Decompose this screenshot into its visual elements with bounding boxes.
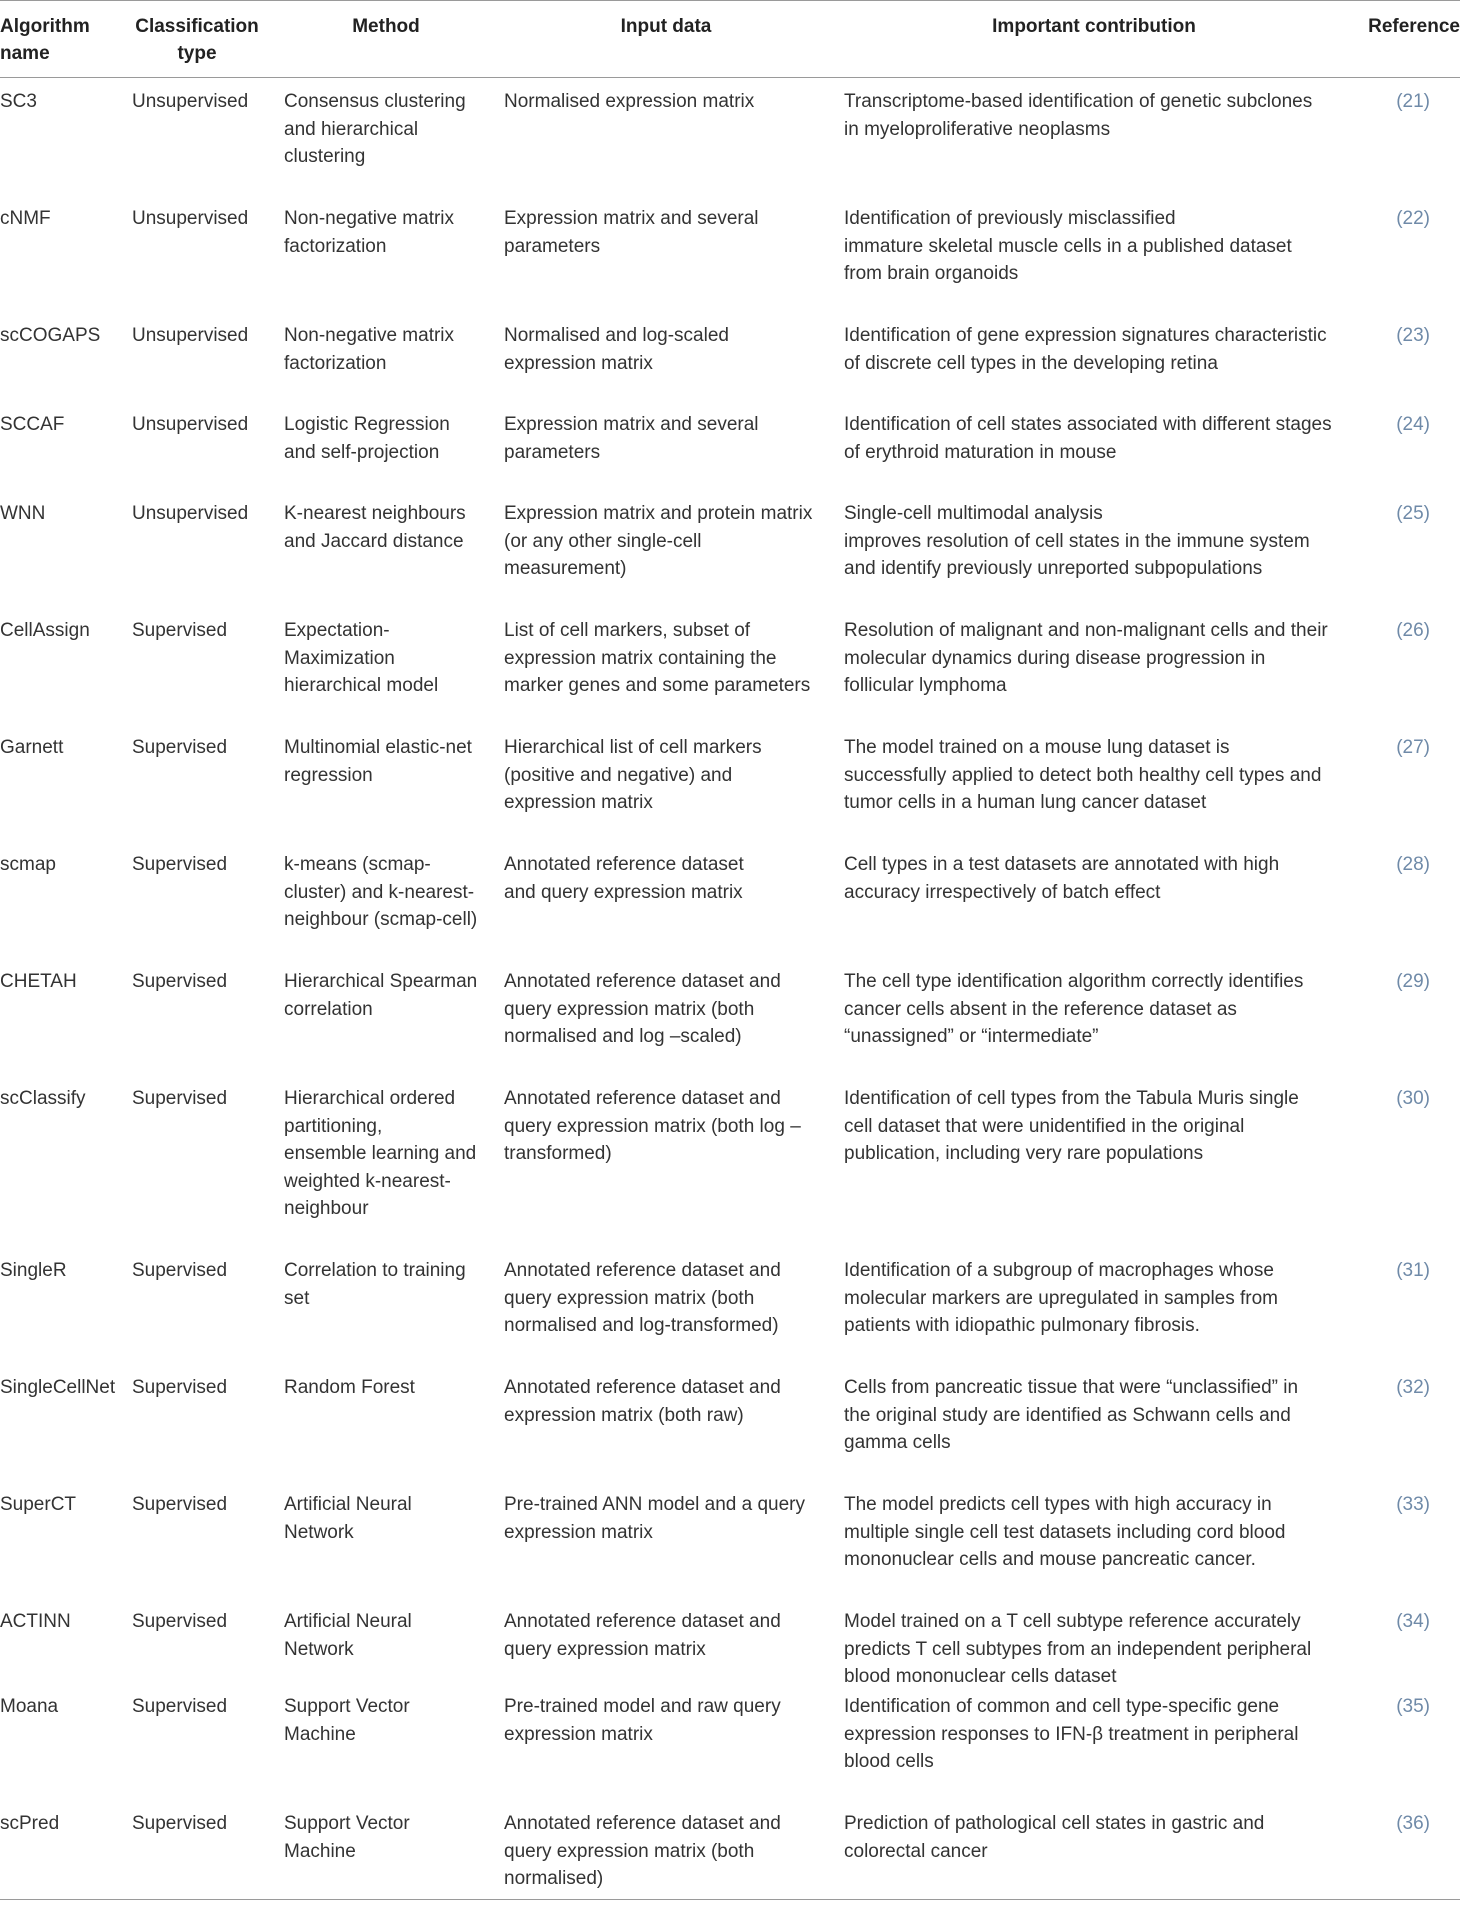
input-data-cell: Pre-trained ANN model and a query expression matrix <box>504 1494 805 1543</box>
header-algorithm-name: Algorithm name <box>0 16 90 64</box>
input-data-cell: Annotated reference dataset and query expression matrix (both log – transformed) <box>504 1088 801 1164</box>
method-cell: k-means (scmap- cluster) and k-nearest- neighbour (scmap-cell) <box>284 854 478 930</box>
input-data-cell: Annotated reference dataset and query expression matrix <box>504 1611 781 1660</box>
algorithm-name-cell: ACTINN <box>0 1611 71 1632</box>
header-reference: Reference <box>1368 16 1460 37</box>
method-cell: Random Forest <box>284 1377 415 1398</box>
reference-cell[interactable]: (32) <box>1396 1377 1430 1398</box>
reference-cell[interactable]: (28) <box>1396 854 1430 875</box>
contribution-cell: Identification of previously misclassified immature skeletal muscle cells in a published dataset from brain organoids <box>844 208 1292 284</box>
algorithm-name-cell: Garnett <box>0 737 64 758</box>
algorithm-name-cell: CellAssign <box>0 620 90 641</box>
input-data-cell: Normalised expression matrix <box>504 91 755 112</box>
algorithm-name-cell: CHETAH <box>0 971 77 992</box>
algorithm-name-cell: scmap <box>0 854 56 875</box>
classification-type-cell: Supervised <box>132 1088 228 1109</box>
reference-cell[interactable]: (31) <box>1396 1260 1430 1281</box>
reference-cell[interactable]: (22) <box>1396 208 1430 229</box>
contribution-cell: Identification of a subgroup of macrophages whose molecular markers are upregulated in samples from patients with idiopathic pulmonary fibrosis. <box>844 1260 1279 1336</box>
classification-type-cell: Supervised <box>132 854 228 875</box>
algorithm-name-cell: SuperCT <box>0 1494 77 1515</box>
header-classification-type: Classification type <box>135 16 259 64</box>
method-cell: Non-negative matrix factorization <box>284 325 455 374</box>
header-important-contribution: Important contribution <box>992 16 1196 37</box>
reference-cell[interactable]: (23) <box>1396 325 1430 346</box>
algorithm-name-cell: WNN <box>0 503 46 524</box>
classification-type-cell: Supervised <box>132 1611 228 1632</box>
method-cell: Hierarchical Spearman correlation <box>284 971 478 1020</box>
method-cell: Support Vector Machine <box>284 1696 410 1745</box>
reference-cell[interactable]: (29) <box>1396 971 1430 992</box>
reference-cell[interactable]: (26) <box>1396 620 1430 641</box>
reference-cell[interactable]: (34) <box>1396 1611 1430 1632</box>
method-cell: Hierarchical ordered partitioning, ensemble learning and weighted k-nearest- neighbour <box>284 1088 477 1219</box>
contribution-cell: Single-cell multimodal analysis improves resolution of cell states in the immune system and identify previously unreported subpopulations <box>844 503 1310 579</box>
reference-cell[interactable]: (25) <box>1396 503 1430 524</box>
contribution-cell: Cell types in a test datasets are annotated with high accuracy irrespectively of batch effect <box>844 854 1280 903</box>
method-cell: K-nearest neighbours and Jaccard distance <box>284 503 466 552</box>
algorithm-name-cell: cNMF <box>0 208 51 229</box>
input-data-cell: Annotated reference dataset and expression matrix (both raw) <box>504 1377 781 1426</box>
classification-type-cell: Supervised <box>132 1494 228 1515</box>
header-input-data: Input data <box>620 16 712 37</box>
input-data-cell: Expression matrix and several parameters <box>504 208 759 257</box>
algorithm-name-cell: SC3 <box>0 91 37 112</box>
classification-type-cell: Unsupervised <box>132 414 249 435</box>
contribution-cell: Identification of cell states associated with different stages of erythroid maturation in mouse <box>844 414 1332 463</box>
method-cell: Logistic Regression and self-projection <box>284 414 450 463</box>
classification-type-cell: Unsupervised <box>132 208 249 229</box>
algorithm-name-cell: Moana <box>0 1696 59 1717</box>
method-cell: Non-negative matrix factorization <box>284 208 455 257</box>
algorithm-name-cell: SingleR <box>0 1260 67 1281</box>
input-data-cell: Annotated reference dataset and query expression matrix (both normalised and log –scaled) <box>504 971 781 1047</box>
classification-type-cell: Supervised <box>132 1377 228 1398</box>
contribution-cell: The model trained on a mouse lung dataset is successfully applied to detect both healthy cell types and tumor cells in a human lung cancer dataset <box>844 737 1322 813</box>
contribution-cell: Transcriptome-based identification of genetic subclones in myeloproliferative neoplasms <box>844 91 1313 140</box>
reference-cell[interactable]: (30) <box>1396 1088 1430 1109</box>
algorithm-name-cell: SingleCellNet <box>0 1377 116 1398</box>
algorithm-name-cell: scClassify <box>0 1088 86 1109</box>
input-data-cell: List of cell markers, subset of expression matrix containing the marker genes and some parameters <box>504 620 811 696</box>
header-rule <box>0 77 1460 78</box>
input-data-cell: Hierarchical list of cell markers (positive and negative) and expression matrix <box>504 737 762 813</box>
contribution-cell: Cells from pancreatic tissue that were “unclassified” in the original study are identified as Schwann cells and gamma cells <box>844 1377 1299 1453</box>
algorithm-name-cell: scPred <box>0 1813 60 1834</box>
reference-cell[interactable]: (24) <box>1396 414 1430 435</box>
classification-type-cell: Supervised <box>132 971 228 992</box>
contribution-cell: Resolution of malignant and non-malignant cells and their molecular dynamics during disease progression in follicular lymphoma <box>844 620 1328 696</box>
method-cell: Consensus clustering and hierarchical clustering <box>284 91 466 167</box>
table-bottom-rule <box>0 1899 1460 1900</box>
algorithm-name-cell: SCCAF <box>0 414 65 435</box>
classification-type-cell: Supervised <box>132 1813 228 1834</box>
input-data-cell: Annotated reference dataset and query expression matrix (both normalised) <box>504 1813 781 1889</box>
input-data-cell: Expression matrix and protein matrix (or any other single-cell measurement) <box>504 503 813 579</box>
classification-type-cell: Supervised <box>132 620 228 641</box>
method-cell: Correlation to training set <box>284 1260 466 1309</box>
method-cell: Support Vector Machine <box>284 1813 410 1862</box>
classification-type-cell: Supervised <box>132 737 228 758</box>
reference-cell[interactable]: (36) <box>1396 1813 1430 1834</box>
table-top-rule <box>0 0 1460 1</box>
input-data-cell: Annotated reference dataset and query expression matrix (both normalised and log-transformed) <box>504 1260 781 1336</box>
classification-type-cell: Unsupervised <box>132 325 249 346</box>
reference-cell[interactable]: (33) <box>1396 1494 1430 1515</box>
input-data-cell: Annotated reference dataset and query expression matrix <box>504 854 744 903</box>
contribution-cell: The model predicts cell types with high accuracy in multiple single cell test datasets including cord blood mononuclear cells and mouse pancreatic cancer. <box>844 1494 1286 1570</box>
contribution-cell: Model trained on a T cell subtype reference accurately predicts T cell subtypes from an independent peripheral blood mononuclear cells dataset <box>844 1611 1312 1687</box>
input-data-cell: Normalised and log-scaled expression matrix <box>504 325 729 374</box>
classification-type-cell: Unsupervised <box>132 91 249 112</box>
classification-type-cell: Supervised <box>132 1696 228 1717</box>
input-data-cell: Pre-trained model and raw query expression matrix <box>504 1696 781 1745</box>
reference-cell[interactable]: (27) <box>1396 737 1430 758</box>
algorithm-name-cell: scCOGAPS <box>0 325 101 346</box>
method-cell: Artificial Neural Network <box>284 1611 412 1660</box>
header-method: Method <box>352 16 420 37</box>
classification-type-cell: Unsupervised <box>132 503 249 524</box>
input-data-cell: Expression matrix and several parameters <box>504 414 759 463</box>
contribution-cell: Prediction of pathological cell states in gastric and colorectal cancer <box>844 1813 1265 1862</box>
contribution-cell: The cell type identification algorithm correctly identifies cancer cells absent in the reference dataset as “unassigned” or “intermediate” <box>844 971 1304 1047</box>
reference-cell[interactable]: (35) <box>1396 1696 1430 1717</box>
contribution-cell: Identification of common and cell type-specific gene expression responses to IFN-β treatment in peripheral blood cells <box>844 1696 1299 1772</box>
method-cell: Expectation- Maximization hierarchical model <box>284 620 439 696</box>
method-cell: Multinomial elastic-net regression <box>284 737 472 786</box>
method-cell: Artificial Neural Network <box>284 1494 412 1543</box>
classification-type-cell: Supervised <box>132 1260 228 1281</box>
contribution-cell: Identification of gene expression signatures characteristic of discrete cell types in the developing retina <box>844 325 1327 374</box>
reference-cell[interactable]: (21) <box>1396 91 1430 112</box>
contribution-cell: Identification of cell types from the Tabula Muris single cell dataset that were unidentified in the original publication, including very rare populations <box>844 1088 1299 1164</box>
